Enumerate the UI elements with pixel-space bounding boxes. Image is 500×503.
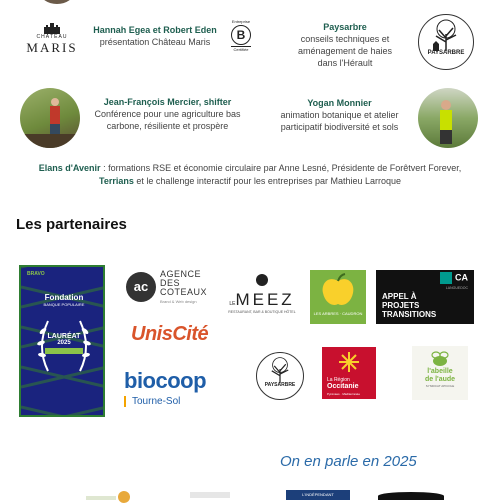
laureat-block <box>45 333 83 354</box>
speaker-desc: présentation Château Maris <box>99 37 211 47</box>
meez-pre: LE <box>229 301 236 307</box>
occitan-cross-icon <box>338 351 360 373</box>
speaker-mercier <box>80 96 255 132</box>
bcorp-mark: B <box>231 25 251 45</box>
meez-mark <box>256 274 268 286</box>
credit-agricole-logo <box>376 270 474 324</box>
castle-icon <box>42 22 62 34</box>
speaker-name: Hannah Egea et Robert Eden <box>93 25 217 35</box>
meez-wordline <box>226 290 298 310</box>
paysarbre-text: PAYSARBRE <box>264 382 296 388</box>
paysarbre-text: PAYSARBRE <box>427 50 465 56</box>
press-title: On en parle en 2025 <box>280 453 417 470</box>
agence-line: AGENCE <box>160 269 202 279</box>
tree-icon <box>426 18 466 52</box>
fondation-title-block <box>21 293 105 307</box>
speaker-desc-line: aménagement de haies <box>297 46 393 56</box>
ca-line: TRANSITIONS <box>382 310 437 319</box>
occitanie-line: Occitanie <box>327 383 359 390</box>
fondation-logo <box>19 265 105 417</box>
agence-line: COTEAUX <box>160 287 208 297</box>
ca-brand <box>440 272 468 284</box>
apple-logo-label: LES ARBRES · CAUDRON <box>313 311 363 316</box>
occitanie-line: Pyrénées · Méditerranée <box>327 392 361 396</box>
fondation-sub: BANQUE POPULAIRE <box>43 302 85 307</box>
partners-title: Les partenaires <box>16 216 127 233</box>
biocoop-logo <box>124 368 224 407</box>
abeille-line: l'abeille <box>427 368 453 375</box>
biocoop-sub: Tourne-Sol <box>124 396 224 407</box>
paysarbre-logo <box>418 14 474 70</box>
speaker-desc-line: carbone, résiliente et prospère <box>106 121 229 131</box>
fondation-title: Fondation <box>44 293 84 302</box>
speaker-photo-monnier <box>418 88 478 148</box>
occitanie-text <box>327 377 360 397</box>
agence-words <box>160 270 207 297</box>
speaker-monnier <box>262 97 417 133</box>
ca-line: PROJETS <box>382 301 420 310</box>
bcorp-logo <box>226 19 256 52</box>
agence-line: DES <box>160 278 181 288</box>
speaker-name: Jean-François Mercier, shifter <box>103 97 232 107</box>
bee-icon <box>428 350 452 368</box>
speaker-desc-line: conseils techniques et <box>300 34 390 44</box>
top-photo-fragment <box>40 0 74 4</box>
meez-tag: RESTAURANT, BAR & BOUTIQUE HÔTEL <box>228 310 296 314</box>
ca-brand-text: CA <box>455 272 468 283</box>
bcorp-bottom-text: Certifiée <box>233 47 249 52</box>
speaker-photo-mercier <box>20 88 80 148</box>
press-independant-logo: L'INDÉPENDANT <box>286 490 350 500</box>
tree-icon <box>263 356 297 384</box>
speaker-desc-line: animation botanique et atelier <box>280 110 399 120</box>
speaker-name: Paysarbre <box>323 22 367 32</box>
workshop-highlight: Terrians <box>98 176 134 186</box>
biocoop-word: biocoop <box>124 368 207 393</box>
chateau-big-text: MARIS <box>26 40 78 55</box>
workshops-paragraph <box>8 162 492 188</box>
bravo-text: BRAVO <box>27 271 45 277</box>
speaker-desc-line: Conférence pour une agriculture bas <box>94 109 241 119</box>
paysarbre-partner-logo <box>256 352 304 400</box>
press-logo-fragment <box>190 492 230 498</box>
agence-coteaux-logo <box>126 270 216 306</box>
abeille-aude-logo <box>412 346 468 400</box>
laureat-text: LAURÉAT <box>47 333 81 340</box>
workshop-highlight: Elans d'Avenir <box>38 163 101 173</box>
agence-tag: Brand & Web design <box>160 299 197 304</box>
le-meez-logo <box>226 274 298 314</box>
speaker-desc-line: dans l'Hérault <box>317 58 373 68</box>
laureat-year: 2025 <box>57 340 71 346</box>
occitanie-logo <box>322 347 376 399</box>
press-logo-fragment <box>378 492 444 500</box>
press-logo-fragment <box>118 491 130 503</box>
ca-appel-block <box>382 292 436 319</box>
speaker-hannah <box>80 24 230 48</box>
apple-icon <box>319 273 357 309</box>
abeille-line: SYNDICAT APICOLE <box>425 384 455 388</box>
speaker-name: Yogan Monnier <box>307 98 372 108</box>
ca-region: LANGUEDOC <box>445 286 468 290</box>
chateau-small-text: CHÂTEAU <box>36 34 68 40</box>
bcorp-top-text: Entreprise <box>231 19 251 24</box>
ca-line: APPEL À <box>382 292 417 301</box>
uniscite-logo: UnisCité <box>131 323 209 345</box>
speaker-paysarbre <box>280 21 410 69</box>
press-logo-fragment <box>86 496 116 500</box>
agence-mark: ac <box>126 272 156 302</box>
occitanie-line: La Région <box>327 377 350 383</box>
chateau-maris-logo <box>20 22 84 56</box>
green-apple-logo <box>310 270 366 324</box>
abeille-line: de l'aude <box>424 376 456 383</box>
speaker-desc-line: participatif biodiversité et sols <box>280 122 399 132</box>
person-photo-icon <box>20 88 80 148</box>
workshop-text: et le challenge interactif pour les entreprises par Mathieu Larroque <box>133 176 401 186</box>
workshop-text: : formations RSE et économie circulaire par Anne Lesné, Présidente de Forêtvert Forever, <box>100 163 462 173</box>
person-photo-icon <box>418 88 478 148</box>
meez-word: MEEZ <box>235 290 295 309</box>
